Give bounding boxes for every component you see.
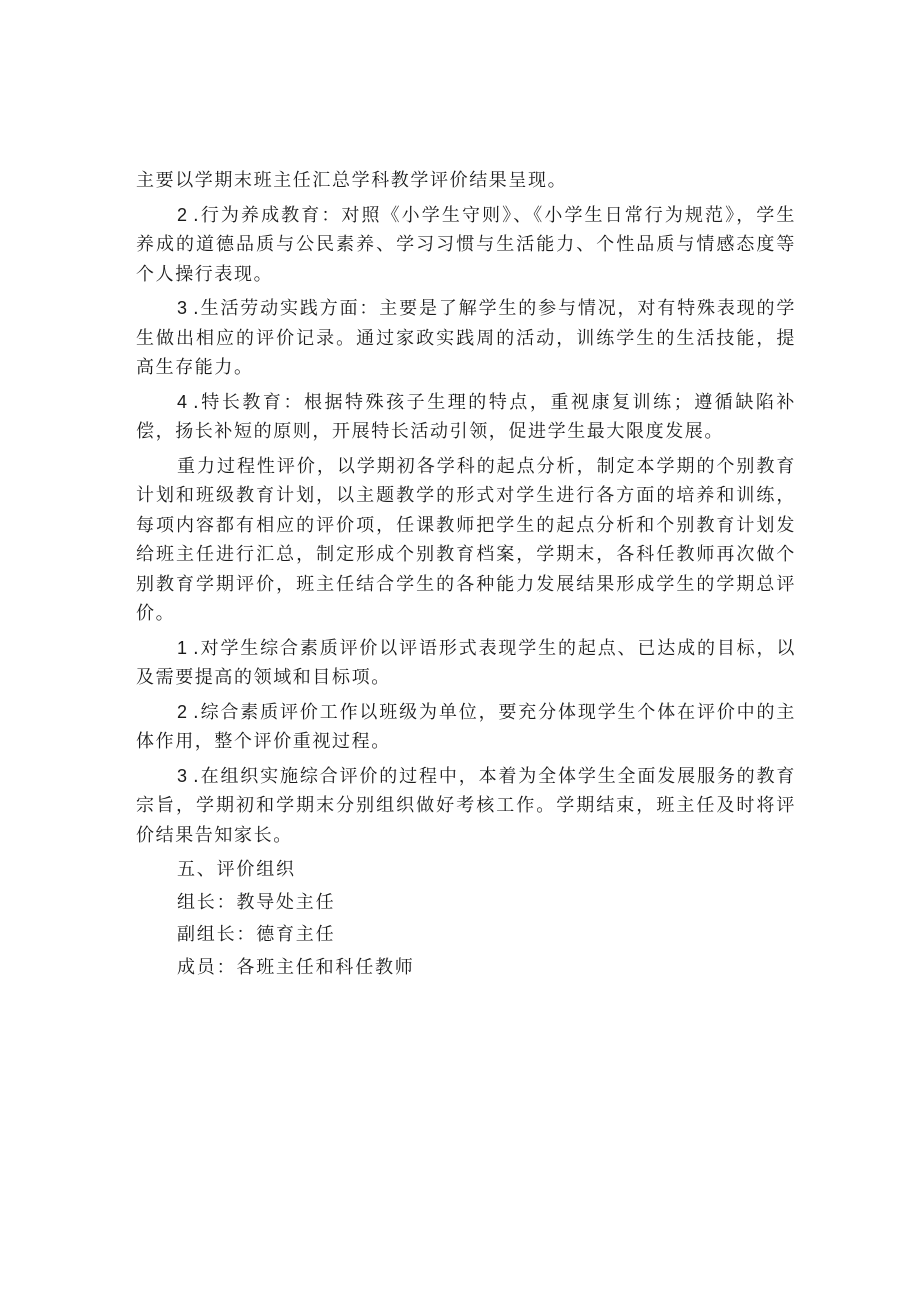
paragraph-comprehensive-quality [136,634,796,693]
paragraph-text: .在组织实施综合评价的过程中，本着为全体学生全面发展服务的教育宗旨，学期初和学期末分别组织做好考核工作。学期结束，班主任及时将评价结果告知家长。 [136,765,796,846]
paragraph-class-unit [136,698,796,757]
member-deputy-leader: 副组长：德育主任 [177,924,336,945]
paragraph-labor-practice [136,294,796,383]
paragraph-text: 主要以学期末班主任汇总学科教学评价结果呈现。 [136,170,568,191]
paragraph-implementation [136,762,796,851]
paragraph-text: .特长教育：根据特殊孩子生理的特点，重视康复训练；遵循缺陷补偿，扬长补短的原则，开展特长活动引领，促进学生最大限度发展。 [136,391,796,442]
paragraph-number: 1 [177,637,188,658]
paragraph-number: 3 [177,765,188,786]
member-members: 成员：各班主任和科任教师 [177,956,415,978]
paragraph-text: .对学生综合素质评价以评语形式表现学生的起点、已达成的目标，以及需要提高的领域和目标项。 [136,637,796,688]
paragraph-text: 重力过程性评价，以学期初各学科的起点分析，制定本学期的个别教育计划和班级教育计划，以主题教学的形式对学生进行各方面的培养和训练，每项内容都有相应的评价项，任课教师把学生的起点分析和个别教育计划发给班主任进行汇总，制定形成个别教育档案，学期末，各科任教师再次做个别教育学期评价，班主任结合学生的各种能力发展结果形成学生的学期总评价。 [136,455,796,624]
paragraph-process-evaluation [136,452,796,629]
paragraph-text: .生活劳动实践方面：主要是了解学生的参与情况，对有特殊表现的学生做出相应的评价记录。通过家政实践周的活动，训练学生的生活技能，提高生存能力。 [136,298,796,378]
paragraph-behavior-education [136,201,796,290]
paragraph-text: .综合素质评价工作以班级为单位，要充分体现学生个体在评价中的主体作用，整个评价重视过程。 [136,701,796,752]
paragraph-text: .行为养成教育：对照《小学生守则》、《小学生日常行为规范》，学生养成的道德品质与公民素养、学习习惯与生活能力、个性品质与情感态度等个人操行表现。 [136,204,796,285]
document-body [136,166,796,985]
paragraph-number: 3 [177,298,188,318]
paragraph-number: 4 [177,391,188,412]
paragraph-number: 2 [177,701,188,722]
paragraph-continuation [136,166,796,196]
paragraph-number: 2 [177,204,188,225]
paragraph-talent-education [136,388,796,447]
section-title: 五、评价组织 [177,859,296,880]
member-leader: 组长：教导处主任 [177,891,336,913]
